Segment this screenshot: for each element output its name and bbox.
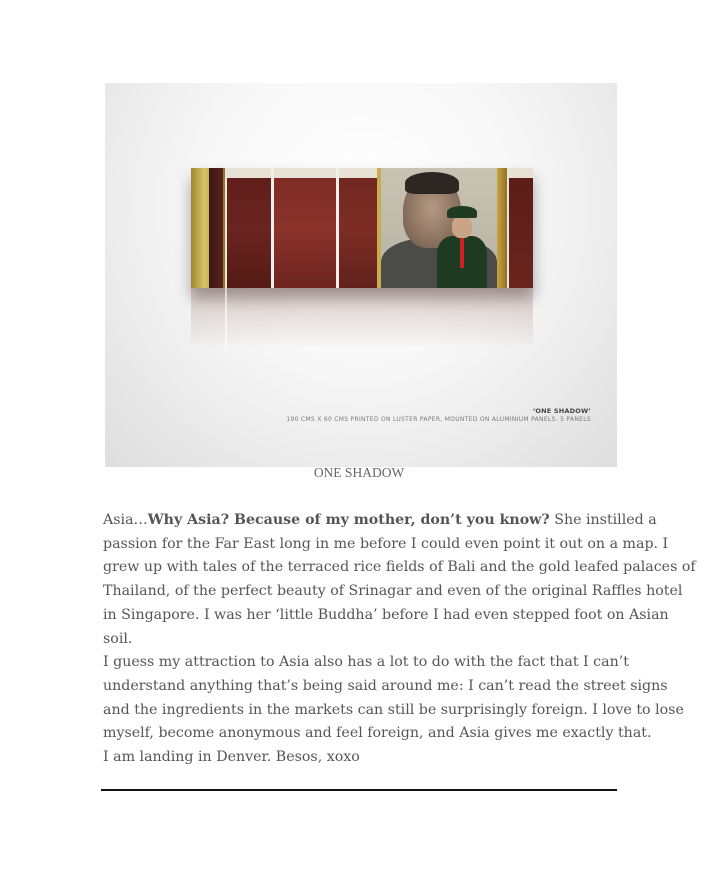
panel-red-wall-4 [507, 168, 533, 288]
panel-portrait-guard [377, 168, 497, 288]
figure-caption: ONE SHADOW [313, 465, 405, 480]
article-line: and the ingredients in the markets can still be surprisingly foreign. I love to lose [103, 701, 684, 718]
artwork-image [105, 83, 617, 467]
article-line: grew up with tales of the terraced rice fields of Bali and the gold leafed palaces of [103, 559, 696, 576]
article-line: I guess my attraction to Asia also has a lot to do with the fact that I can’t [103, 654, 629, 671]
article-line: I am landing in Denver. Besos, xoxo [103, 749, 360, 766]
article-line: in Singapore. I was her ‘little Buddha’ before I had even stepped foot on Asian [103, 606, 669, 623]
article-line: soil. [103, 630, 133, 647]
artwork-title: ‘ONE SHADOW’ [532, 407, 591, 415]
article-body [103, 509, 696, 770]
photo-panels [191, 168, 533, 288]
panel-gold-column [191, 168, 225, 288]
horizontal-divider [101, 789, 617, 791]
article-line: understand anything that’s being said around me: I can’t read the street signs [103, 677, 668, 694]
artwork-details: 190 CMS X 60 CMS PRINTED ON LUSTER PAPER, MOUNTED ON ALUMINIUM PANELS. 5 PANELS [286, 416, 591, 423]
panel-red-wall-3 [336, 168, 377, 288]
panel-gold-frame [497, 168, 507, 288]
panel-reflection [191, 288, 533, 348]
article-line: Asia…Why Asia? Because of my mother, don’t you know? She instilled a [103, 512, 657, 528]
panel-red-wall-2 [271, 168, 336, 288]
panel-red-wall-1 [225, 168, 271, 288]
article-line: myself, become anonymous and feel foreign, and Asia gives me exactly that. [103, 725, 652, 742]
article-line: Thailand, of the perfect beauty of Srinagar and even of the original Raffles hotel [103, 583, 683, 600]
article-line: passion for the Far East long in me before I could even point it out on a map. I [103, 535, 669, 552]
